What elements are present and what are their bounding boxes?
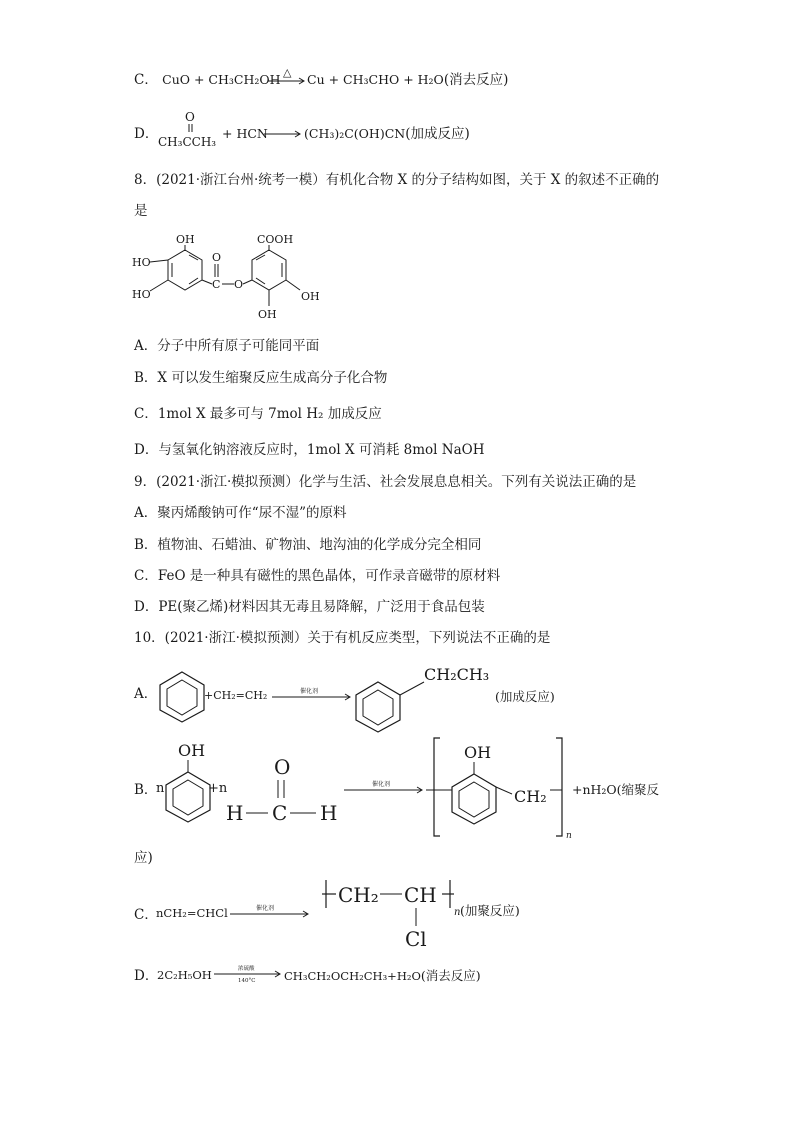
q7-option-d-plus: [222, 124, 268, 144]
q10-option-a-reaction: [152, 660, 555, 730]
reaction-rhs: (CH₃)₂C(OH)CN: [304, 126, 406, 141]
option-label: A．: [134, 686, 158, 702]
catalyst-label: 催化剂: [256, 905, 275, 912]
ethanol-reactant: 2C₂H₅OH: [157, 968, 212, 982]
reaction-arrow: [266, 66, 308, 90]
methylene-group: CH₂: [514, 787, 547, 806]
reagent-ethylene: +CH₂=CH₂: [204, 689, 268, 702]
group-ho-bottom: HO: [132, 288, 151, 301]
reaction-rhs: CH₃CH₂OCH₂CH₃+H₂O: [284, 969, 421, 983]
group-oh-top: OH: [176, 233, 195, 246]
q10-option-d-rhs: [284, 966, 481, 986]
aldehyde-h-right: H: [320, 801, 338, 825]
q8-option-a: A．分子中所有原子可能同平面: [134, 338, 320, 354]
polymer-ch: CH: [404, 883, 437, 907]
phenol-oh: OH: [178, 741, 206, 760]
polymer-cl: Cl: [405, 927, 427, 951]
vinyl-chloride: nCH₂=CHCl: [156, 906, 228, 920]
option-label: C．: [134, 907, 158, 923]
atom-c: C: [212, 278, 221, 291]
option-label: B．: [134, 782, 158, 798]
coef-n: n: [156, 781, 165, 796]
q7-option-d-rhs: [304, 124, 470, 144]
reaction-tail: +nH₂O(缩聚反: [572, 782, 660, 797]
cond-top: 浓硫酸: [238, 966, 255, 972]
option-label: D．: [134, 126, 159, 142]
atom-o: O: [185, 110, 195, 124]
reaction-type: (消去反应): [420, 968, 481, 983]
reaction-arrow: [212, 962, 284, 986]
q9-option-d: D．PE(聚乙烯)材料因其无毒且易降解，广泛用于食品包装: [134, 599, 485, 615]
ethyl-group: CH₂CH₃: [424, 665, 490, 684]
q9-option-b: B．植物油、石蜡油、矿物油、地沟油的化学成分完全相同: [134, 537, 482, 553]
group-cooh: COOH: [257, 233, 294, 246]
q10-option-c-reaction: [150, 872, 570, 952]
q8-option-c: C．1mol X 最多可与 7mol H₂ 加成反应: [134, 406, 382, 422]
atom-o-carbonyl: O: [212, 251, 222, 264]
reagent-hcn: + HCN: [222, 126, 268, 141]
reaction-type: (消去反应): [443, 72, 509, 88]
group-ho-mid: HO: [132, 256, 151, 269]
acetone-chain: CH₃CCH₃: [158, 135, 217, 149]
molecule-x-structure: [130, 228, 350, 328]
q10-option-b-reaction: [150, 732, 670, 842]
q8-option-d: D．与氢氧化钠溶液反应时，1mol X 可消耗 8mol NaOH: [134, 442, 485, 458]
reaction-type: (加聚反应): [460, 903, 520, 918]
reaction-arrow: [262, 126, 304, 142]
reaction-type: (加成反应): [495, 689, 555, 704]
acetone-structure: [155, 106, 225, 150]
q8-stem-line2: 是: [134, 203, 148, 219]
q10-option-b-wrap: 应): [134, 850, 153, 866]
polymer-ch2: CH₂: [338, 883, 379, 907]
product-oh: OH: [464, 743, 492, 762]
reaction-lhs: CuO + CH₃CH₂OH: [162, 72, 281, 87]
aldehyde-h-left: H: [226, 801, 244, 825]
group-oh-bottom: OH: [258, 308, 277, 321]
catalyst-label: 催化剂: [300, 688, 319, 695]
aldehyde-o: O: [274, 755, 291, 779]
repeat-n: n: [566, 831, 572, 841]
atom-o-ester: O: [234, 278, 244, 291]
plus-n: +n: [208, 781, 228, 796]
heat-symbol: △: [283, 66, 292, 79]
option-label: C．: [134, 72, 158, 88]
cond-bottom: 140°C: [238, 978, 256, 984]
option-label: D．: [134, 968, 159, 984]
q7-option-c: [134, 70, 281, 90]
q10-stem: 10．(2021·浙江·模拟预测）关于有机反应类型，下列说法不正确的是: [134, 630, 551, 646]
catalyst-label: 催化剂: [372, 781, 391, 788]
q9-option-c: C．FeO 是一种具有磁性的黑色晶体，可作录音磁带的原材料: [134, 568, 501, 584]
reaction-rhs: Cu + CH₃CHO + H₂O: [307, 72, 444, 87]
group-oh-right: OH: [301, 290, 320, 303]
reaction-type: (加成反应): [405, 126, 470, 142]
q7-option-c-rhs: [307, 70, 508, 90]
q9-option-a: A．聚丙烯酸钠可作“尿不湿”的原料: [134, 505, 347, 521]
q8-stem-line1: 8．(2021·浙江台州·统考一模）有机化合物 X 的分子结构如图，关于 X 的叙述不正确的: [134, 172, 660, 188]
aldehyde-c: C: [272, 801, 288, 825]
q9-stem: 9．(2021·浙江·模拟预测）化学与生活、社会发展息息相关。下列有关说法正确的是: [134, 474, 637, 490]
q8-option-b: B．X 可以发生缩聚反应生成高分子化合物: [134, 370, 388, 386]
repeat-n: n: [454, 907, 461, 918]
